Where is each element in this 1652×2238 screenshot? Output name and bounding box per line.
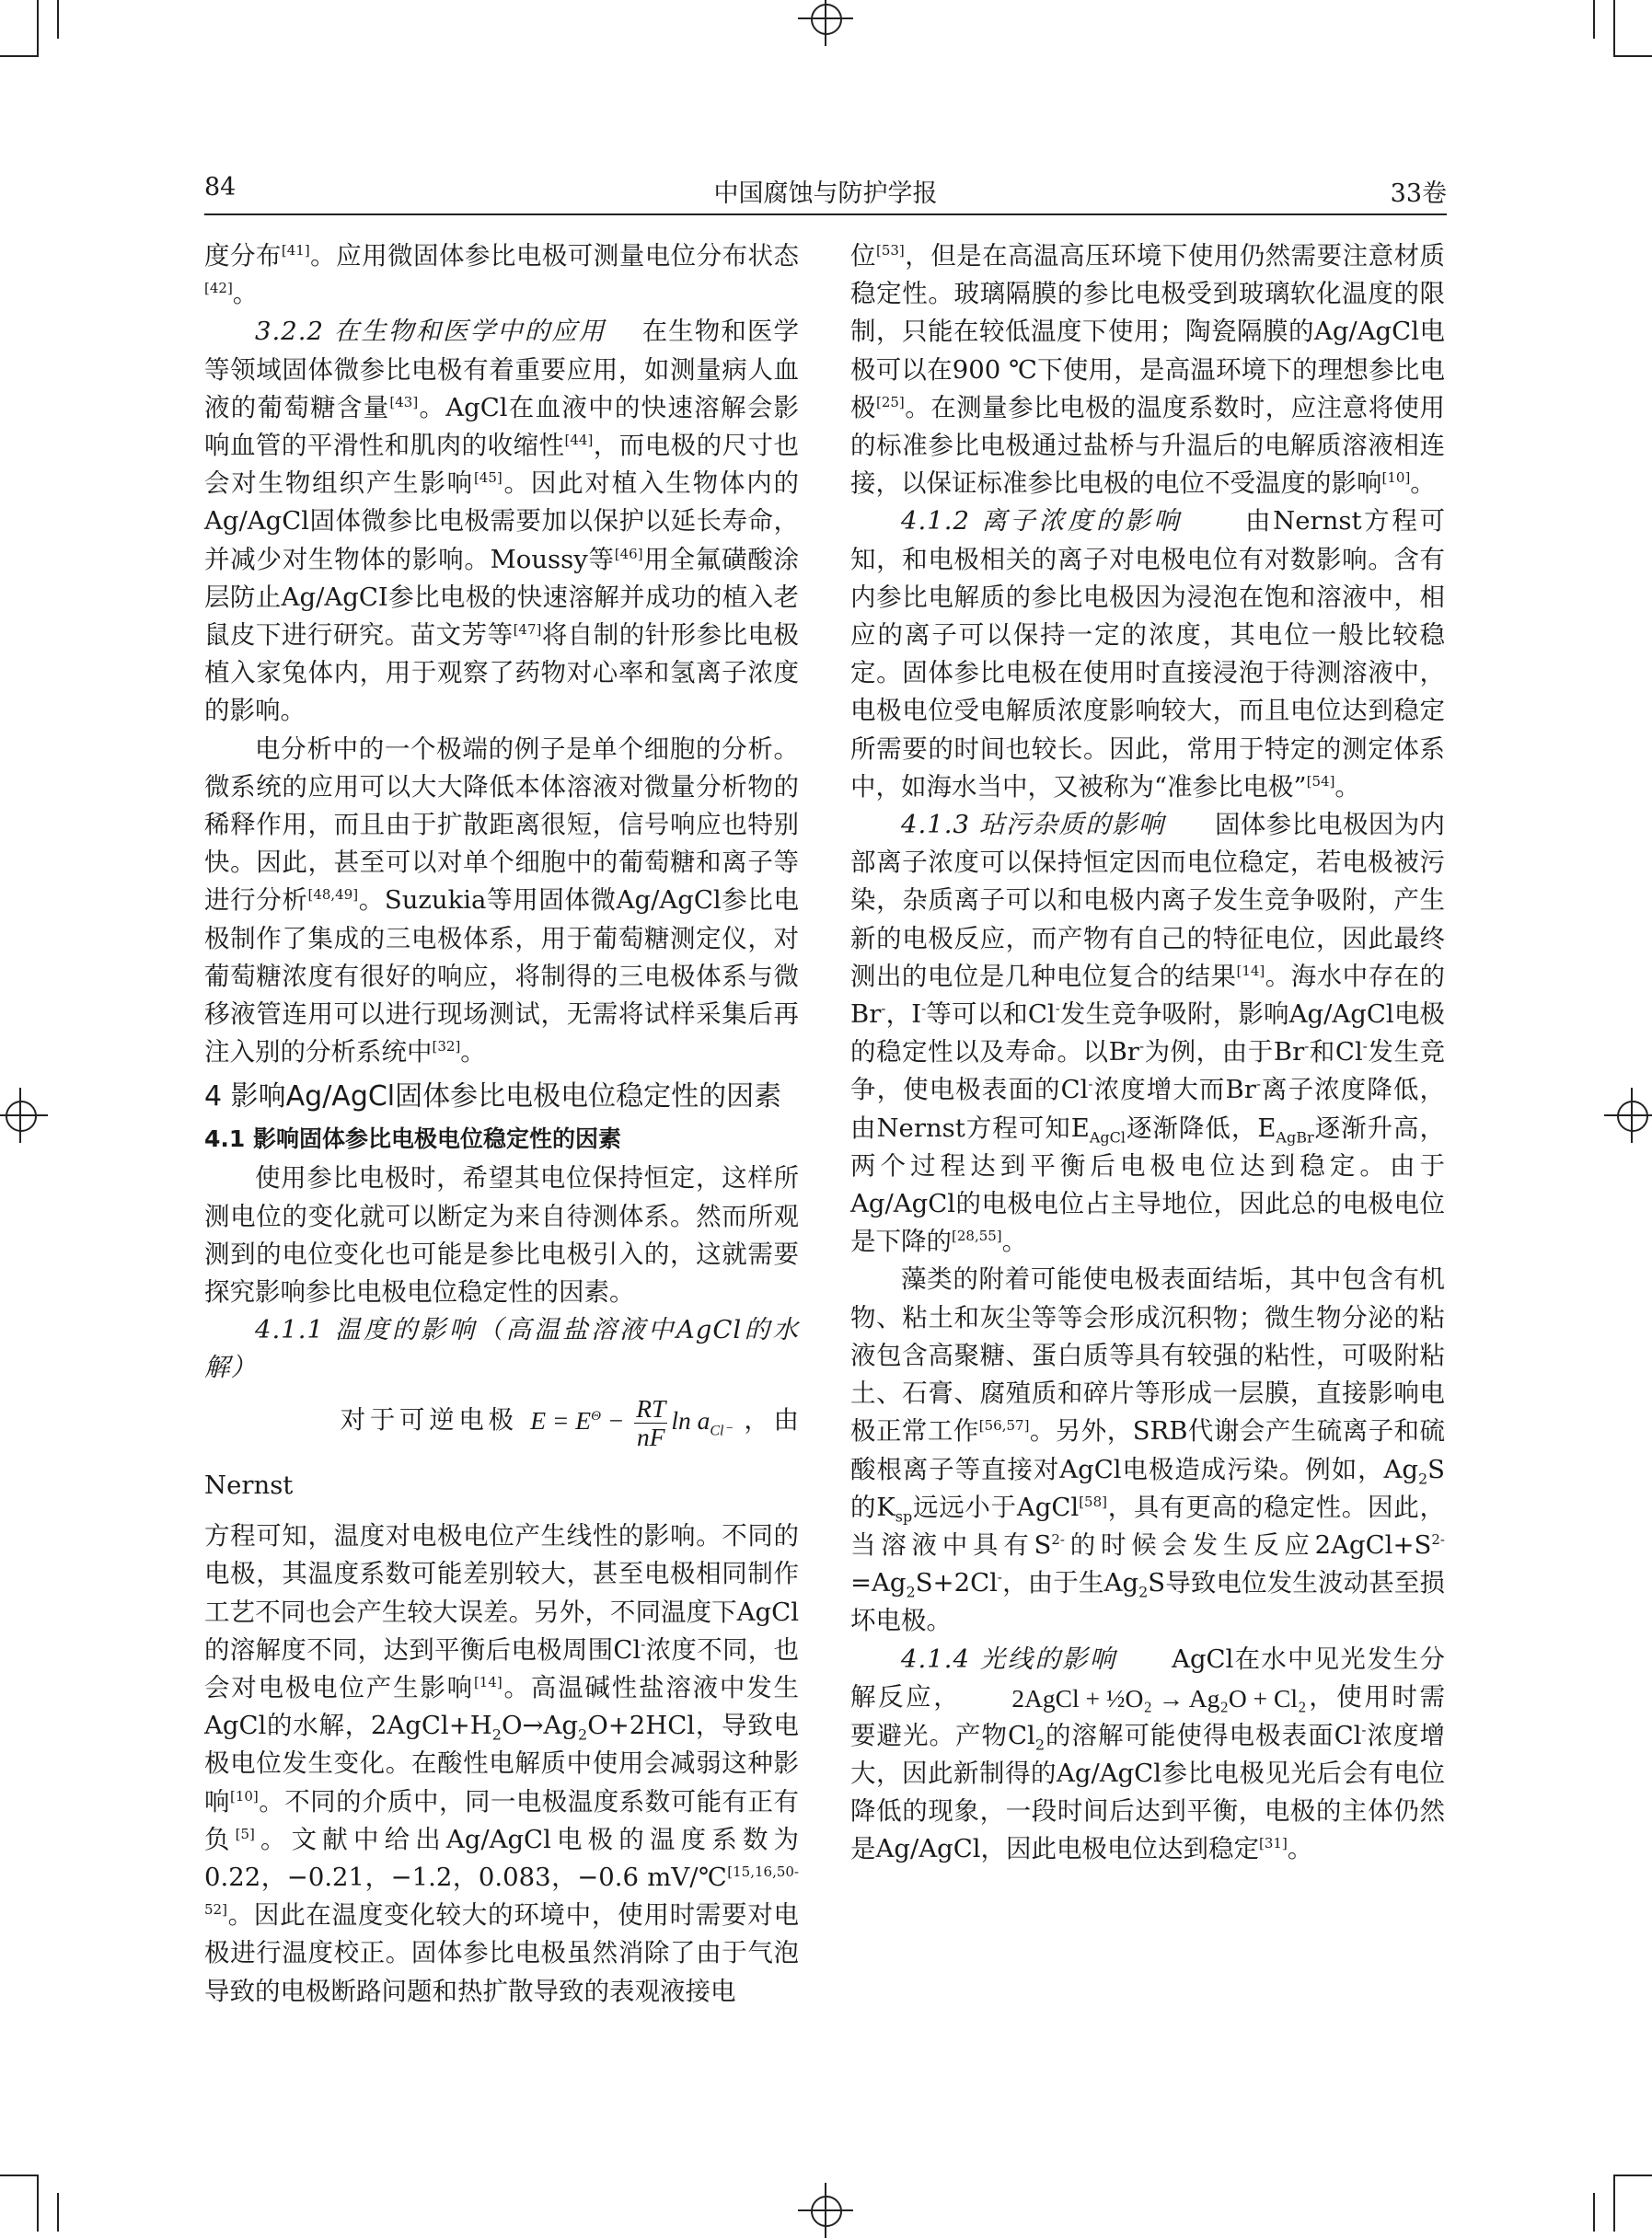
section-heading-4-1: 4.1 影响固体参比电极电位稳定性的因素 [204,1125,621,1153]
paragraph: 电分析中的一个极端的例子是单个细胞的分析。微系统的应用可以大大降低本体溶液对微量分析物的稀释作用，而且由于扩散距离很短，信号响应也特别快。因此，甚至可以对单个细胞中的葡萄糖和离子等进行分析[48,49]。Suzukia等用固体微Ag/AgCl参比电极制作了集成的三电极体系，用于葡萄糖测定仪，对葡萄糖浓度有很好的响应，将制得的三电极体系与微移液管连用可以进行现场测试，无需将试样采集后再注入别的分析系统中[32]。 [204,733,800,1067]
registration-mark [798,0,853,46]
right-column [850,237,1445,1869]
page-number: 84 [204,173,237,202]
crop-mark [1613,0,1615,57]
photolysis-equation: 2AgCl + ½O₂ → Ag₂O + Cl₂ [1011,1683,1307,1713]
crop-mark [0,2175,39,2176]
crop-mark [37,0,39,57]
crop-mark [1613,55,1652,57]
running-header [204,173,1447,210]
section-heading-4: 4 影响Ag/AgCl固体参比电极电位稳定性的因素 [204,1080,782,1113]
header-rule [204,213,1447,215]
crop-mark [1593,0,1595,39]
subsection-label: 4.1.4 光线的影响 [901,1644,1117,1674]
subsection-label: 4.1.3 玷污杂质的影响 [901,810,1165,840]
registration-mark [0,1088,48,1143]
registration-mark [798,2183,853,2238]
paragraph: 位[53]，但是在高温高压环境下使用仍然需要注意材质稳定性。玻璃隔膜的参比电极受到玻璃软化温度的限制，只能在较低温度下使用；陶瓷隔膜的Ag/AgCl电极可以在900 ℃下使用，是高温环境下的理想参比电极[25]。在测量参比电极的温度系数时，应注意将使用的标准参比电极通过盐桥与升温后的电解质溶液相连接，以保证标准参比电极的电位不受温度的影响[10]。 [850,241,1446,499]
paragraph-3-2-2: 3.2.2 在生物和医学中的应用 在生物和医学等领域固体微参比电极有着重要应用，如测量病人血液的葡萄糖含量[43]。AgCl在血液中的快速溶解会影响血管的平滑性和肌肉的收缩性[44]，而电极的尺寸也会对生物组织产生影响[45]。因此对植入生物体内的Ag/AgCl固体微参比电极需要加以保护以延长寿命，并减少对生物体的影响。Moussy等[46]用全氟磺酸涂层防止Ag/AgCI参比电极的快速溶解并成功的植入老鼠皮下进行研究。苗文芳等[47]将自制的针形参比电极植入家兔体内，用于观察了药物对心率和氢离子浓度的影响。 [204,317,800,726]
crop-mark [57,0,59,39]
paragraph: 度分布[41]。应用微固体参比电极可测量电位分布状态[42]。 [204,241,800,309]
paragraph: 藻类的附着可能使电极表面结垢，其中包含有机物、粘土和灰尘等等会形成沉积物；微生物分泌的粘液包含高聚糖、蛋白质等具有较强的粘性，可吸附粘土、石膏、腐殖质和碎片等形成一层膜，直接影响电极正常工作[56,57]。另外，SRB代谢会产生硫离子和硫酸根离子等直接对AgCl电极造成污染。例如，$Ag_2S$的$K_{sp}$远远小于AgCl[58]，具有更高的稳定性。因此，当溶液中具有$S^{2-}$的时候会发生反应$2AgCl+S^{2-}=Ag_2S+2Cl^-$，由于生$Ag_2S$导致电位发生波动甚至损坏电极。 [850,1264,1446,1636]
crop-mark [1593,2193,1595,2232]
crop-mark [1613,2175,1652,2176]
journal-title: 中国腐蚀与防护学报 [713,179,938,208]
subsection-label: 3.2.2 在生物和医学中的应用 [255,317,607,347]
paragraph-4-1-4: 4.1.4 光线的影响 AgCl在水中见光发生分解反应， 2AgCl + ½O₂ → Ag₂O + Cl₂，使用时需要避光。产物$Cl_2$的溶解可能使得电极表面Cl-浓度增大，因此新制得的Ag/AgCl参比电极见光后会有电位降低的现象，一段时间后达到平衡，电极的主体仍然是Ag/AgCl，因此电极电位达到稳定[31]。 [850,1644,1446,1864]
paragraph: 方程可知，温度对电极电位产生线性的影响。不同的电极，其温度系数可能差别较大，甚至电极相同制作工艺不同也会产生较大误差。另外，不同温度下AgCl的溶解度不同，达到平衡后电极周围Cl-浓度不同，也会对电极电位产生影响[14]。高温碱性盐溶液中发生AgCl的水解，$2AgCl+H_2O\to Ag_2O+2HCl$，导致电极电位发生变化。在酸性电解质中使用会减弱这种影响[10]。不同的介质中，同一电极温度系数可能有正有负[5]。文献中给出Ag/AgCl电极的温度系数为0.22，−0.21，−1.2，0.083，−0.6 mV/℃[15,16,50-52]。因此在温度变化较大的环境中，使用时需要对电极进行温度校正。固体参比电极虽然消除了由于气泡导致的电极断路问题和热扩散导致的表观液接电 [204,1521,800,2006]
paragraph-4-1-2: 4.1.2 离子浓度的影响 由Nernst方程可知，和电极相关的离子对电极电位有对数影响。含有内参比电解质的参比电极因为浸泡在饱和溶液中，相应的离子可以保持一定的浓度，其电位一般比较稳定。固体参比电极在使用时直接浸泡于待测溶液中，电极电位受电解质浓度影响较大，而且电位达到稳定所需要的时间也较长。因此，常用于特定的测定体系中，如海水当中，又被称为“准参比电极”[54]。 [850,506,1446,802]
volume-label: 33卷 [1390,179,1447,208]
paragraph-4-1-1 [204,1311,799,1387]
subsection-label: 4.1.1 温度的影响（高温盐溶液中AgCl的水解） [204,1315,799,1383]
crop-mark [0,55,39,57]
nernst-equation-line: 对于可逆电极 $E = E^\Theta$ − $\frac{RT}{nF}$ $\ln a_{Cl^-}$ ，由 Nernst [204,1388,799,1518]
paragraph: 使用参比电极时，希望其电位保持恒定，这样所测电位的变化就可以断定为来自待测体系。然而所观测到的电位变化也可能是参比电极引入的，这就需要探究影响参比电极电位稳定性的因素。 [204,1163,799,1308]
left-column [204,237,799,2011]
crop-mark [57,2193,59,2232]
paragraph-4-1-3: 4.1.3 玷污杂质的影响 固体参比电极因为内部离子浓度可以保持恒定因而电位稳定，若电极被污染，杂质离子可以和电极内离子发生竞争吸附，产生新的电极反应，而产物有自己的特征电位，因此最终测出的电位是几种电位复合的结果[14]。海水中存在的Br-，I-等可以和Cl-发生竞争吸附，影响Ag/AgCl电极的稳定性以及寿命。以Br-为例，由于Br-和Cl-发生竞争，使电极表面的Cl-浓度增大而Br-离子浓度降低，由Nernst方程可知$E_{AgCl}$逐渐降低，$E_{AgBr}$逐渐升高，两个过程达到平衡后电极电位达到稳定。由于Ag/AgCl的电极电位占主导地位，因此总的电极电位是下降的[28,55]。 [850,810,1446,1257]
registration-mark [1604,1088,1652,1143]
crop-mark [37,2175,39,2232]
subsection-label: 4.1.2 离子浓度的影响 [901,506,1183,536]
crop-mark [1613,2175,1615,2232]
nernst-equation: $E = E^\Theta$ − $\frac{RT}{nF}$ $\ln a_{Cl^-}$ [530,1394,732,1452]
